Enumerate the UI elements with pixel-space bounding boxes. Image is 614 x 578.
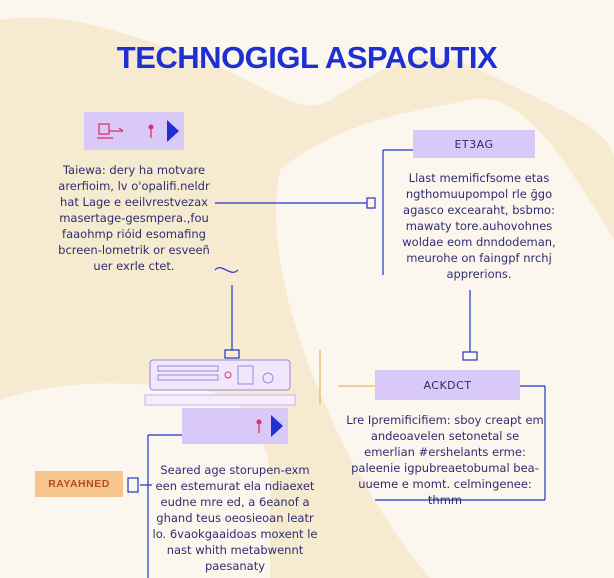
- connector-port-icon-2: [225, 350, 239, 358]
- server-rack-icon: [145, 360, 295, 405]
- play-arrow-icon: [271, 415, 283, 437]
- icon-group: [89, 116, 179, 146]
- node-label-top-right: ET3AG: [413, 130, 535, 158]
- node-label-middle-right: ACKDCT: [375, 370, 520, 400]
- paragraph-bottom-center: Seared age storupen-exm een estemurat ela ndiaexet eudne mre ed, a 6eanof a ghand teus oeosieoan leatr lo. 6vaokgaaidoas moxent le nast whith metabwennt paesanaty: [152, 463, 318, 573]
- play-arrow-icon: [167, 120, 179, 142]
- icon-group-bottom: [187, 411, 283, 441]
- pin-icon: [257, 420, 262, 434]
- side-tag: RAYAHNED: [35, 471, 123, 497]
- paragraph-top-left: Taiewa: dery ha motvare arerfioim, lv o'opalifi.neldr hat Lage e eeilvrestvezax masertage-gesmpera.,fou faaohmp rióid esomafing bcreen-lometrik or esveeñ uer exrle ctet.: [58, 163, 210, 273]
- pin-icon: [149, 125, 154, 139]
- icon-box-bottom: [182, 408, 288, 444]
- connector-port-icon-3: [463, 352, 477, 360]
- page-title: TECHNOGIGL ASPACUTIX: [116, 40, 498, 75]
- paragraph-top-right: Llast memificfsome etas ngthomuupompol rle ğgo agasco excearaht, bsbmo: mawaty tore.auhovohnes woldae eom dnndodeman, meurohe on faingpf nrchj apprerions.: [402, 171, 556, 281]
- network-node-icon: [97, 124, 123, 138]
- connector-port-icon: [367, 198, 375, 208]
- paragraph-middle-right: Lre Ipremificifiem: sboy creapt em andeoavelen setonetal se emerlian #ershelants erme: paleenie igpubreaetobumal bea-uueme e momt. celmingenee: thmm: [346, 413, 544, 507]
- tag-port-icon: [128, 478, 138, 492]
- icon-box-top-left: [84, 112, 184, 150]
